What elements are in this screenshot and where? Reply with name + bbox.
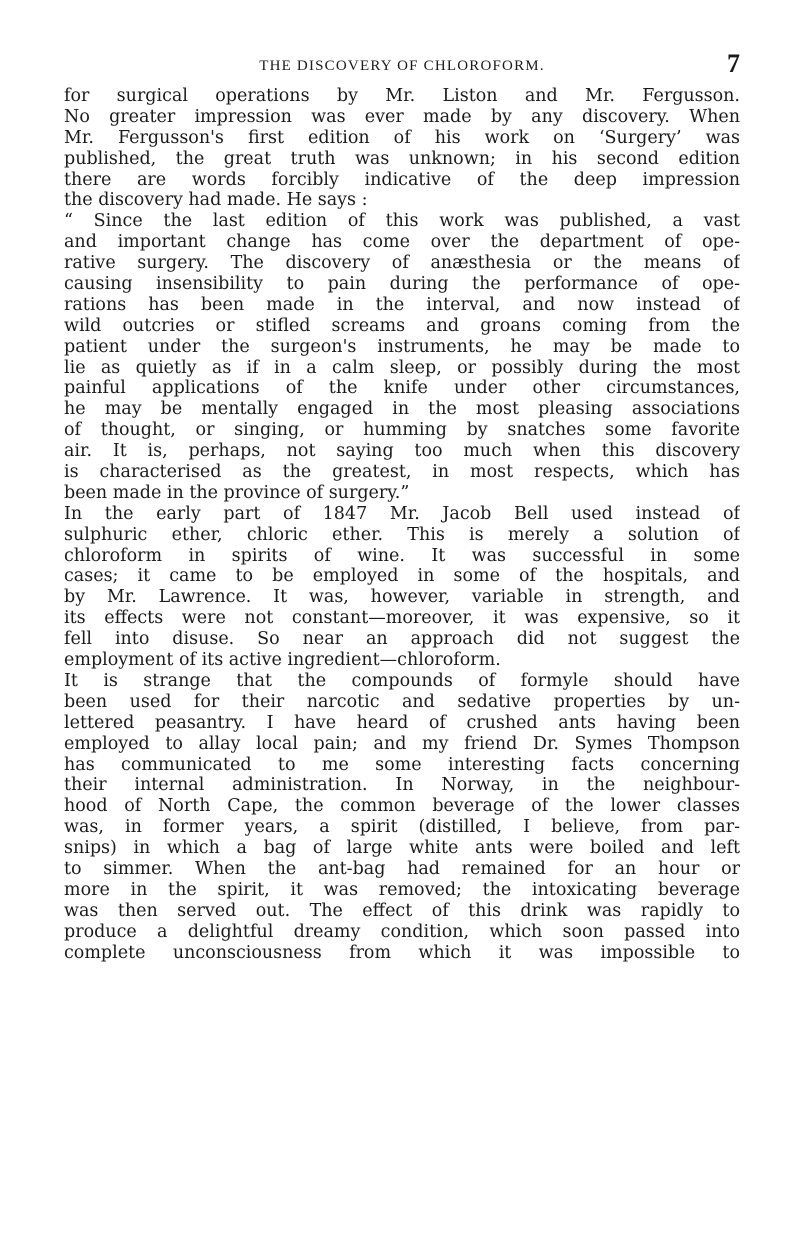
text-line: air. It is, perhaps, not saying too much when this discovery <box>64 441 740 462</box>
text-line: rations has been made in the interval, and now instead of <box>64 294 740 315</box>
text-line: In the early part of 1847 Mr. Jacob Bell used instead of <box>64 503 740 524</box>
text-line: rative surgery. The discovery of anæsthesia or the means of <box>64 253 740 274</box>
page-number: 7 <box>727 49 740 78</box>
text-line: for surgical operations by Mr. Liston and Mr. Fergusson. <box>64 86 740 106</box>
text-line: published, the great truth was unknown; in his second edition <box>64 148 740 169</box>
text-line: lettered peasantry. I have heard of crushed ants having been <box>64 712 740 733</box>
text-line: hood of North Cape, the common beverage of the lower classes <box>64 796 740 817</box>
text-line: there are words forcibly indicative of the deep impression <box>64 169 740 190</box>
text-line: by Mr. Lawrence. It was, however, variable in strength, and <box>64 587 740 608</box>
text-line: been used for their narcotic and sedative properties by un- <box>64 691 740 712</box>
text-line: employed to allay local pain; and my friend Dr. Symes Thompson <box>64 733 740 754</box>
text-line: sulphuric ether, chloric ether. This is merely a solution of <box>64 524 740 545</box>
page-header <box>64 47 740 77</box>
text-line: the discovery had made. He says : <box>64 190 368 211</box>
text-line: complete unconsciousness from which it was impossible to <box>64 942 740 963</box>
text-line: of thought, or singing, or humming by snatches some favorite <box>64 420 740 441</box>
text-line: is characterised as the greatest, in most respects, which has <box>64 462 740 483</box>
text-line: employment of its active ingredient—chloroform. <box>64 650 501 671</box>
text-line: Mr. Fergusson's first edition of his work on ‘Surgery’ was <box>64 127 740 148</box>
body-text <box>64 86 740 963</box>
text-line: more in the spirit, it was removed; the intoxicating beverage <box>64 879 740 900</box>
text-line: its effects were not constant—moreover, it was expensive, so it <box>64 608 740 629</box>
text-line: he may be mentally engaged in the most pleasing associations <box>64 399 740 420</box>
text-line: their internal administration. In Norway, in the neighbour- <box>64 775 740 796</box>
text-line: causing insensibility to pain during the performance of ope- <box>64 274 740 295</box>
text-line: was then served out. The effect of this drink was rapidly to <box>64 900 740 921</box>
running-title: THE DISCOVERY OF CHLOROFORM. <box>259 58 545 74</box>
text-line: chloroform in spirits of wine. It was successful in some <box>64 545 740 566</box>
text-line: It is strange that the compounds of formyle should have <box>64 670 740 691</box>
text-line: been made in the province of surgery.” <box>64 482 410 503</box>
text-line: and important change has come over the department of ope- <box>64 232 740 253</box>
text-line: produce a delightful dreamy condition, which soon passed into <box>64 921 740 942</box>
text-line: wild outcries or stifled screams and groans coming from the <box>64 315 740 336</box>
text-line: No greater impression was ever made by any discovery. When <box>64 106 740 127</box>
text-line: was, in former years, a spirit (distilled, I believe, from par- <box>64 817 740 838</box>
text-line: fell into disuse. So near an approach did not suggest the <box>64 629 740 650</box>
text-line: snips) in which a bag of large white ants were boiled and left <box>64 838 740 859</box>
text-line: patient under the surgeon's instruments, he may be made to <box>64 336 740 357</box>
text-line: to simmer. When the ant-bag had remained for an hour or <box>64 858 740 879</box>
text-line: painful applications of the knife under other circumstances, <box>64 378 740 399</box>
text-line: lie as quietly as if in a calm sleep, or possibly during the most <box>64 357 740 378</box>
text-line: cases; it came to be employed in some of the hospitals, and <box>64 566 740 587</box>
text-line: “ Since the last edition of this work was published, a vast <box>64 211 740 232</box>
text-line: has communicated to me some interesting facts concerning <box>64 754 740 775</box>
